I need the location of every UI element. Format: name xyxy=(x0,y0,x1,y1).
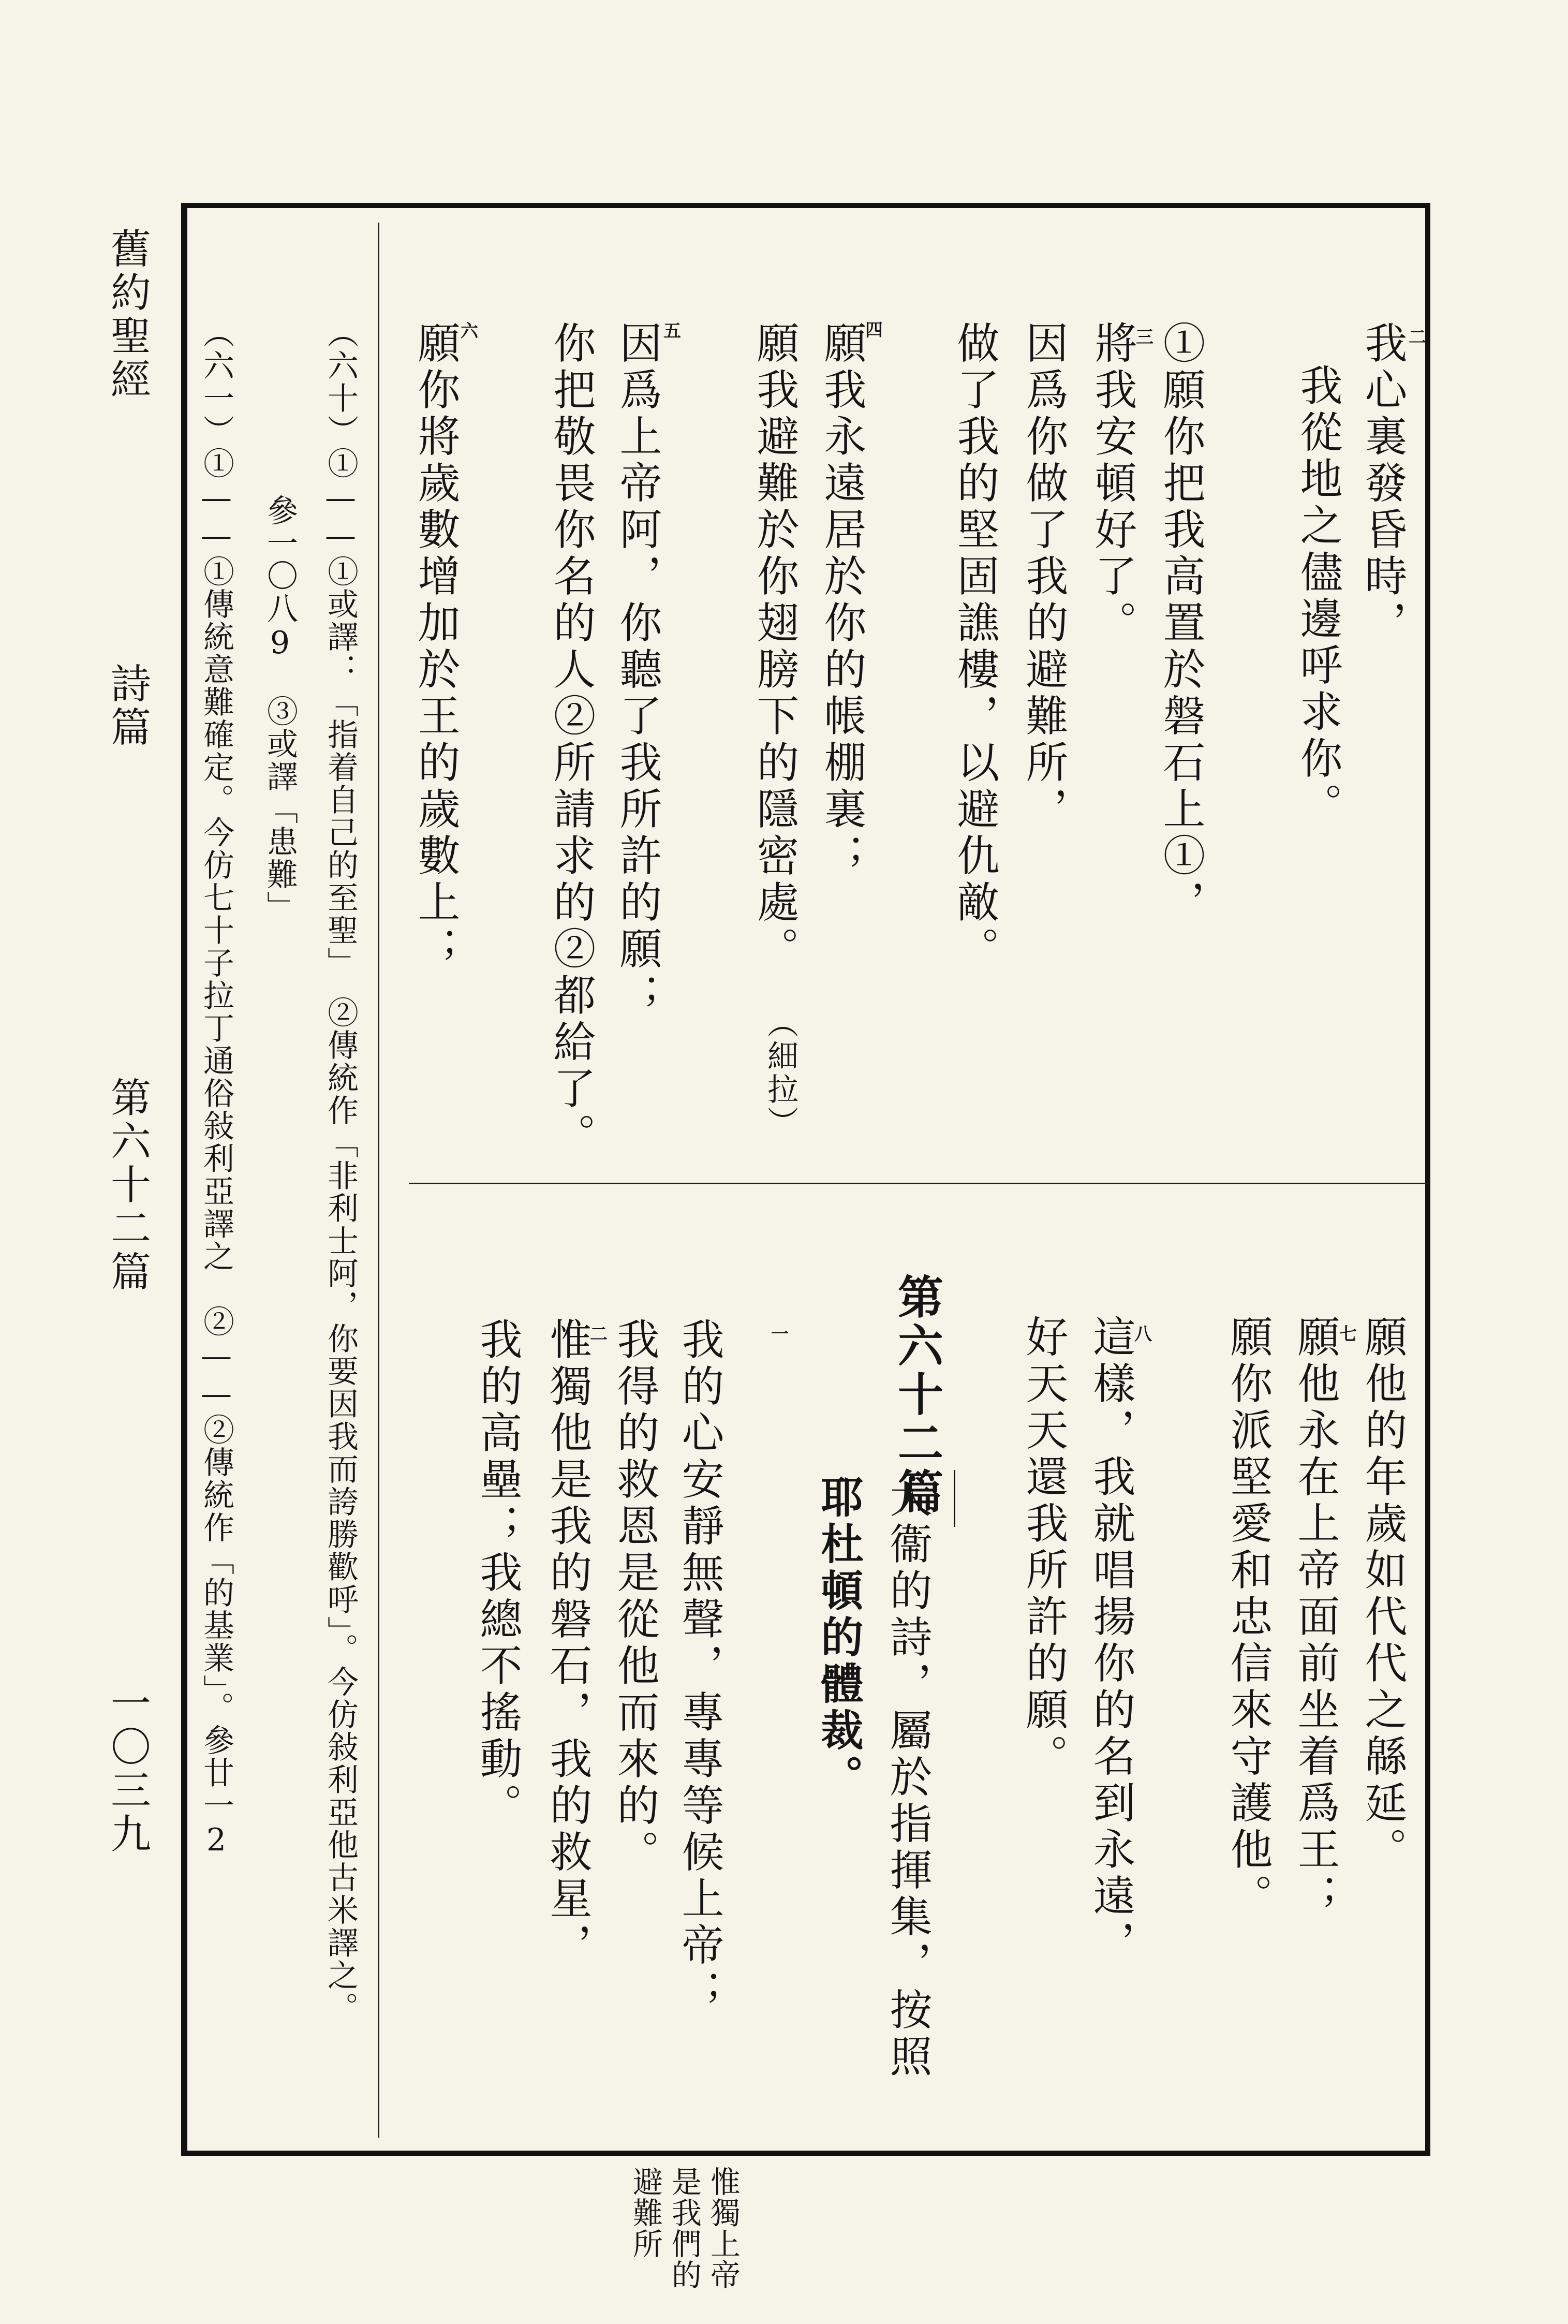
verse-line: 我得的救恩是從他而來的。 xyxy=(610,1317,659,1876)
chapter-title: 第六十二篇 xyxy=(104,1077,151,1294)
page-number: 一〇三九 xyxy=(104,1682,151,1856)
book-title: 舊約聖經 xyxy=(104,228,151,402)
verse-line: 願你將歲數增加於王的歲數上； xyxy=(411,321,460,973)
verse-number: 二 xyxy=(1409,327,1426,348)
margin-note-line: 惟獨上帝 xyxy=(705,2166,741,2290)
footnote-60-cont: 參一〇八9 ③或譯「患難」 xyxy=(262,494,298,923)
verse-line: 好天天還我所許的願。 xyxy=(1019,1315,1068,1781)
verse-line: 願我永遠居於你的帳棚裏； xyxy=(817,321,866,880)
verse-line: 惟獨他是我的磐石，我的救星， xyxy=(543,1317,592,1969)
superscription: 大衞的詩，屬於指揮集，按照 xyxy=(883,1475,932,2081)
verse-line: 將我安頓好了。 xyxy=(1088,321,1137,647)
margin-note-line: 避難所 xyxy=(628,2166,663,2259)
verse-line: 願我避難於你翅膀下的隱密處。 xyxy=(750,321,799,973)
verse-number: 五 xyxy=(663,321,681,342)
verse-line: 做了我的堅固譙樓，以避仇敵。 xyxy=(950,321,999,973)
verse-line: 因爲你做了我的避難所， xyxy=(1019,321,1068,833)
verse-number: 三 xyxy=(1136,327,1153,348)
verse-line: 因爲上帝阿，你聽了我所許的願； xyxy=(613,321,662,1020)
verse-number: 八 xyxy=(1134,1324,1152,1345)
verse-line: ①願你把我高置於磐石上①， xyxy=(1156,321,1205,926)
verse-number: 四 xyxy=(865,320,883,341)
verse-line: 你把敬畏你名的人②所請求的②都給了。 xyxy=(546,321,596,1159)
footnote-60: （六十）①——①或譯：「指着自己的至聖」 ②傳統作「非利士阿，你要因我而誇勝歡呼」。今仿敍利亞他古米譯之。 xyxy=(322,317,359,2024)
verse-line: 我的高壘；我總不搖動。 xyxy=(473,1317,522,1830)
verse-number: 七 xyxy=(1339,1324,1357,1345)
verse-line: 我的心安靜無聲，專專等候上帝； xyxy=(675,1317,724,2016)
verse-line: 這樣，我就唱揚你的名到永遠， xyxy=(1086,1315,1135,1967)
margin-note-line: 是我們的 xyxy=(667,2166,702,2290)
verse-line: 我從地之儘邊呼求你。 xyxy=(1293,363,1342,829)
superscription-bracket xyxy=(954,1470,955,1527)
footnote-divider xyxy=(378,223,379,2138)
verse-number: 六 xyxy=(461,321,478,342)
section-divider xyxy=(409,1183,1428,1184)
psalm-heading: 第六十二篇 xyxy=(891,1273,944,1517)
verse-line: 願他的年歲如代代之緜延。 xyxy=(1358,1315,1407,1874)
section-title: 詩篇 xyxy=(104,663,151,749)
verse-line: 願他永在上帝面前坐着爲王； xyxy=(1291,1315,1340,1920)
selah-mark: （細拉） xyxy=(762,1007,798,1139)
verse-number: 一 xyxy=(771,1324,789,1345)
verse-line: 我心裏發昏時， xyxy=(1358,321,1407,647)
verse-number: 二 xyxy=(590,1324,608,1345)
footnote-61: （六一）①——①傳統意難確定。今仿七十子拉丁通俗敍利亞譯之 ②——②傳統作「的基業」。參廿一2 xyxy=(198,317,234,1860)
superscription: 耶杜頓的體裁。 xyxy=(814,1475,864,1801)
verse-line: 願你派堅愛和忠信來守護他。 xyxy=(1223,1315,1273,1920)
